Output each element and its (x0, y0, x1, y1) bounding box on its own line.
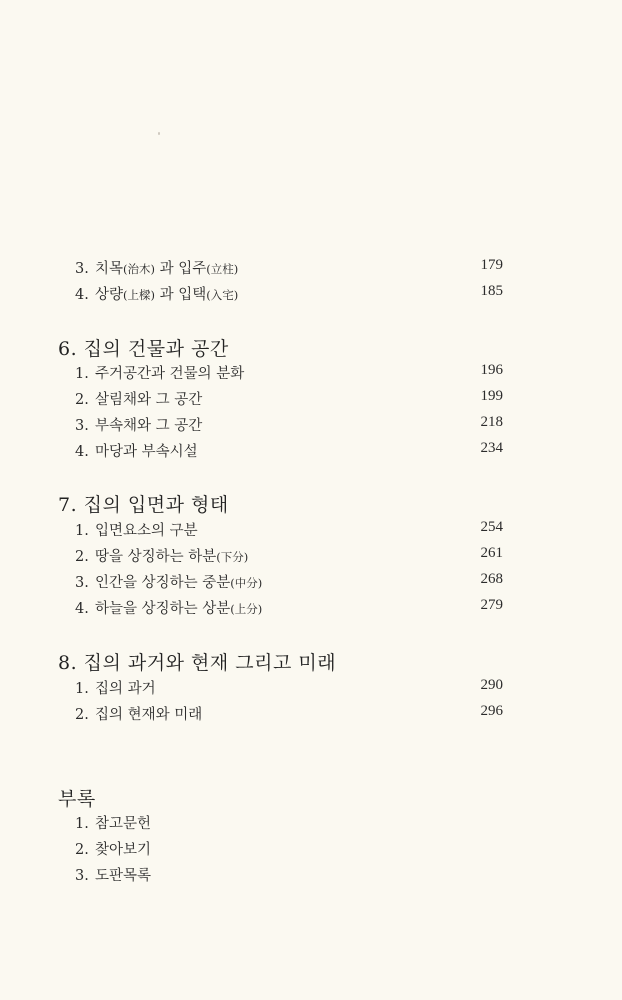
entry-hanja: (上分) (230, 602, 263, 616)
entry-page-number: 179 (480, 257, 503, 273)
entry-label (95, 571, 262, 592)
appendix-entry (75, 864, 503, 886)
entry-label: 집의 과거 (95, 681, 156, 697)
entry-page-number: 199 (480, 388, 503, 404)
entry-number: 4. (75, 601, 89, 617)
entry-label: 찾아보기 (95, 842, 152, 858)
entry-label: 도판목록 (95, 868, 152, 884)
entry-label: 집의 현재와 미래 (95, 707, 203, 723)
entry-text-cont: 과 입택 (159, 287, 207, 303)
toc-entry (75, 703, 503, 725)
toc-entry (75, 571, 503, 593)
toc-entry (75, 440, 503, 462)
entry-hanja: (治木) (123, 262, 155, 276)
entry-page-number: 185 (480, 283, 503, 299)
entry-text: 하늘을 상징하는 상분 (95, 601, 231, 617)
entry-number: 3. (75, 418, 89, 434)
entry-text: 치목 (95, 261, 124, 277)
toc-entry (75, 597, 503, 619)
toc-entry (75, 362, 503, 384)
toc-entry (75, 414, 503, 436)
entry-label: 살림채와 그 공간 (95, 392, 203, 408)
toc-entry (75, 257, 503, 279)
entry-number: 1. (75, 681, 89, 697)
toc-entry (75, 677, 503, 699)
entry-number: 2. (75, 549, 89, 565)
toc-entry (75, 388, 503, 410)
entry-page-number: 268 (480, 571, 503, 587)
chapter-title: 8. 집의 과거와 현재 그리고 미래 (58, 652, 337, 674)
entry-label (95, 257, 238, 278)
entry-number: 1. (75, 366, 89, 382)
entry-text: 인간을 상징하는 중분 (95, 575, 231, 591)
entry-number: 3. (75, 868, 89, 884)
entry-page-number: 290 (480, 677, 503, 693)
chapter-title: 7. 집의 입면과 형태 (58, 494, 229, 516)
entry-number: 2. (75, 707, 89, 723)
entry-text: 땅을 상징하는 하분 (95, 549, 217, 565)
entry-label (95, 519, 198, 540)
entry-label (95, 283, 238, 304)
appendix-title: 부록 (58, 788, 96, 810)
entry-page-number: 261 (480, 545, 503, 561)
entry-hanja: (下分) (216, 550, 249, 564)
entry-label: 마당과 부속시설 (95, 444, 198, 460)
entry-page-number: 196 (480, 362, 503, 378)
entry-number: 3. (75, 261, 89, 277)
entry-number: 1. (75, 523, 89, 539)
entry-hanja: (入宅) (206, 288, 239, 302)
toc-entry (75, 283, 503, 305)
entry-label: 참고문헌 (95, 816, 152, 832)
entry-label: 주거공간과 건물의 분화 (95, 366, 245, 382)
chapter-title: 6. 집의 건물과 공간 (58, 338, 229, 360)
entry-label (95, 597, 262, 618)
paper-speck (158, 132, 160, 135)
entry-page-number: 218 (480, 414, 503, 430)
entry-page-number: 279 (480, 597, 503, 613)
entry-number: 1. (75, 816, 89, 832)
entry-label: 부속채와 그 공간 (95, 418, 203, 434)
entry-number: 4. (75, 287, 89, 303)
entry-number: 2. (75, 842, 89, 858)
toc-entry (75, 545, 503, 567)
entry-hanja: (中分) (230, 576, 263, 590)
entry-number: 2. (75, 392, 89, 408)
entry-page-number: 234 (480, 440, 503, 456)
appendix-entry (75, 812, 503, 834)
entry-number: 4. (75, 444, 89, 460)
entry-text: 입면요소의 구분 (95, 523, 198, 539)
entry-text-cont: 과 입주 (159, 261, 207, 277)
toc-entry (75, 519, 503, 541)
entry-hanja: (立柱) (206, 262, 239, 276)
entry-number: 3. (75, 575, 89, 591)
entry-page-number: 296 (480, 703, 503, 719)
entry-hanja: (上樑) (123, 288, 155, 302)
entry-label (95, 545, 248, 566)
entry-page-number: 254 (480, 519, 503, 535)
entry-text: 상량 (95, 287, 124, 303)
appendix-entry (75, 838, 503, 860)
